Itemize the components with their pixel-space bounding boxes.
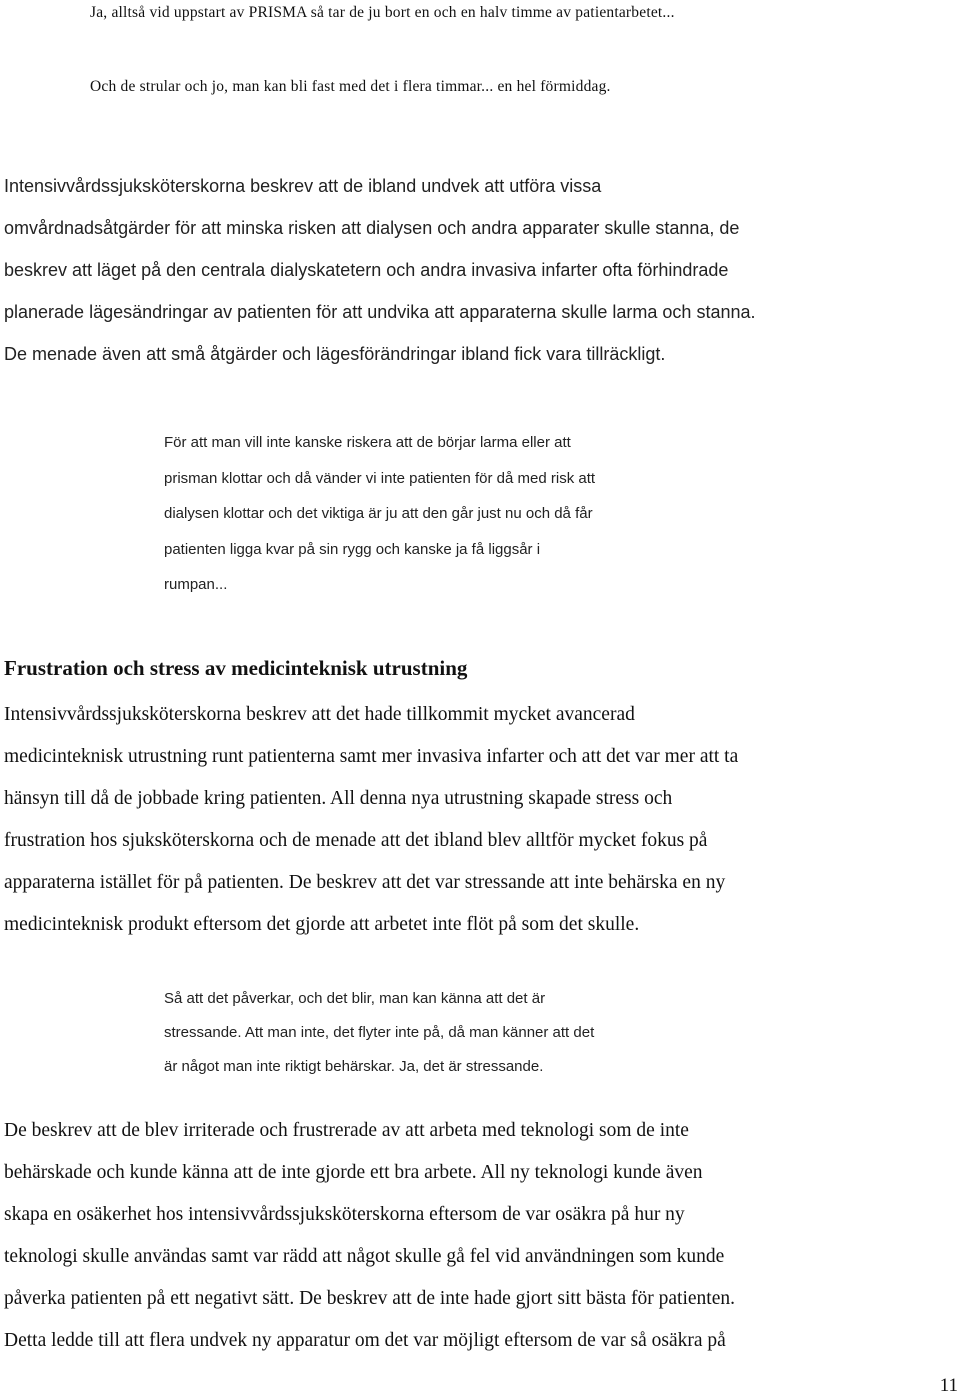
interview-quote-3: [164, 425, 764, 603]
text-line: Intensivvårdssjuksköterskorna beskrev att det hade tillkommit mycket avancerad: [4, 704, 635, 725]
quote-line: prisman klottar och då vänder vi inte patienten för då med risk att: [164, 469, 596, 487]
text-line: Detta ledde till att flera undvek ny apparatur om det var möjligt eftersom de var så osäkra på: [4, 1330, 726, 1351]
body-paragraph-2: [4, 694, 944, 946]
text-line: De menade även att små åtgärder och lägesförändringar ibland fick vara tillräckligt.: [4, 344, 666, 364]
text-line: teknologi skulle användas samt var rädd att något skulle gå fel vid användningen som kunde: [4, 1246, 725, 1267]
page-number: 11: [939, 1375, 958, 1396]
text-line: apparaterna istället för på patienten. De beskrev att det var stressande att inte behärska en ny: [4, 872, 726, 893]
interview-quote-4: [164, 982, 764, 1084]
quote-line: är något man inte riktigt behärskar. Ja, det är stressande.: [164, 1058, 544, 1075]
text-line: skapa en osäkerhet hos intensivvårdssjuksköterskorna eftersom de var osäkra på hur ny: [4, 1204, 685, 1225]
text-line: omvårdnadsåtgärder för att minska risken att dialysen och andra apparater skulle stanna, de: [4, 218, 740, 238]
text-line: medicinteknisk produkt eftersom det gjorde att arbetet inte flöt på som det skulle.: [4, 914, 640, 935]
text-line: medicinteknisk utrustning runt patienterna samt mer invasiva infarter och att det var mer att ta: [4, 746, 739, 767]
text-line: Intensivvårdssjuksköterskorna beskrev att de ibland undvek att utföra vissa: [4, 176, 602, 196]
quote-line: rumpan...: [164, 576, 228, 593]
text-line: planerade lägesändringar av patienten för att undvika att apparaterna skulle larma och stanna.: [4, 302, 756, 322]
quote-line: patienten ligga kvar på sin rygg och kanske ja få liggsår i: [164, 540, 541, 558]
quote-line: dialysen klottar och det viktiga är ju att den går just nu och då får: [164, 505, 593, 522]
quote-line: Så att det påverkar, och det blir, man kan känna att det är: [164, 990, 546, 1007]
interview-quote-1: Ja, alltså vid uppstart av PRISMA så tar de ju bort en och en halv timme av patientarbetet...: [90, 4, 675, 21]
quote-line: För att man vill inte kanske riskera att de börjar larma eller att: [164, 434, 571, 451]
interview-quote-2: Och de strular och jo, man kan bli fast med det i flera timmar... en hel förmiddag.: [90, 78, 611, 95]
text-line: frustration hos sjuksköterskorna och de menade att det ibland blev alltför mycket fokus på: [4, 830, 708, 851]
body-paragraph-1: [4, 165, 944, 375]
text-line: De beskrev att de blev irriterade och frustrerade av att arbeta med teknologi som de inte: [4, 1120, 689, 1141]
quote-line: stressande. Att man inte, det flyter inte på, då man känner att det: [164, 1024, 595, 1041]
text-line: hänsyn till då de jobbade kring patienten. All denna nya utrustning skapade stress och: [4, 788, 673, 809]
text-line: påverka patienten på ett negativt sätt. De beskrev att de inte hade gjort sitt bästa för patienten.: [4, 1288, 735, 1309]
text-line: beskrev att läget på den centrala dialyskatetern och andra invasiva infarter ofta förhindrade: [4, 260, 729, 280]
body-paragraph-3: [4, 1110, 944, 1362]
text-line: behärskade och kunde känna att de inte gjorde ett bra arbete. All ny teknologi kunde även: [4, 1162, 703, 1183]
section-heading: Frustration och stress av medicinteknisk utrustning: [4, 656, 468, 680]
